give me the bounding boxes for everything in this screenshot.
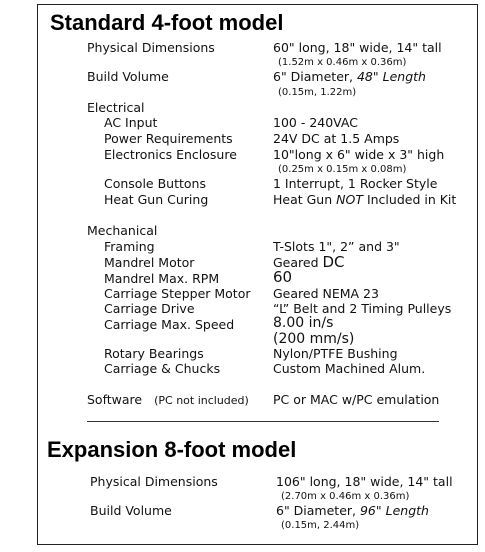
section-divider <box>87 421 439 422</box>
framing-label: Framing <box>104 239 155 254</box>
stepper-motor-value: Geared NEMA 23 <box>273 286 379 301</box>
software-value: PC or MAC w/PC emulation <box>273 392 440 407</box>
std-build-volume-value <box>273 69 426 84</box>
carriage-drive-value: “L” Belt and 2 Timing Pulleys <box>273 301 452 316</box>
mandrel-motor-dc: DC <box>322 253 345 271</box>
electronics-enclosure-metric: (0.25m x 0.15m x 0.08m) <box>278 164 407 175</box>
mandrel-motor-label: Mandrel Motor <box>104 255 195 270</box>
carriage-speed-label: Carriage Max. Speed <box>104 317 235 332</box>
mandrel-rpm-label: Mandrel Max. RPM <box>104 271 220 286</box>
standard-model-title: Standard 4-foot model <box>50 10 284 35</box>
mandrel-rpm-value: 60 <box>273 268 293 286</box>
carriage-speed-metric: (200 mm/s) <box>273 331 355 347</box>
electronics-enclosure-value: 10"long x 6" wide x 3" high <box>273 147 445 162</box>
exp-build-volume-label: Build Volume <box>90 503 172 518</box>
carriage-speed-value: 8.00 in/s <box>273 315 334 331</box>
std-physical-dimensions-metric: (1.52m x 0.46m x 0.36m) <box>278 57 407 68</box>
exp-build-volume-value <box>276 503 429 518</box>
carriage-chucks-value: Custom Machined Alum. <box>273 361 426 376</box>
std-build-volume-label: Build Volume <box>87 69 169 84</box>
ac-input-value: 100 - 240VAC <box>273 115 358 130</box>
electrical-heading: Electrical <box>87 100 145 115</box>
expansion-model-title: Expansion 8-foot model <box>47 437 297 462</box>
power-requirements-value: 24V DC at 1.5 Amps <box>273 131 400 146</box>
framing-value: T-Slots 1", 2” and 3" <box>273 239 400 254</box>
power-requirements-label: Power Requirements <box>104 131 233 146</box>
ac-input-label: AC Input <box>104 115 158 130</box>
heat-gun-post: Included in Kit <box>362 192 457 207</box>
rotary-bearings-label: Rotary Bearings <box>104 346 204 361</box>
carriage-drive-label: Carriage Drive <box>104 301 195 316</box>
exp-build-volume-metric: (0.15m, 2.44m) <box>281 520 360 531</box>
heat-gun-curing-value <box>273 192 456 207</box>
std-build-volume-length: 48" Length <box>356 69 426 84</box>
software-label <box>87 392 249 407</box>
carriage-chucks-label: Carriage & Chucks <box>104 361 221 376</box>
std-build-volume-diameter: 6" Diameter, <box>273 69 357 84</box>
exp-physical-dimensions-value: 106" long, 18" wide, 14" tall <box>276 474 453 489</box>
heat-gun-not: NOT <box>336 192 363 207</box>
software-note: (PC not included) <box>154 394 249 407</box>
rotary-bearings-value: Nylon/PTFE Bushing <box>273 346 398 361</box>
exp-physical-dimensions-label: Physical Dimensions <box>90 474 218 489</box>
console-buttons-label: Console Buttons <box>104 176 206 191</box>
electronics-enclosure-label: Electronics Enclosure <box>104 147 237 162</box>
std-build-volume-metric: (0.15m, 1.22m) <box>278 87 357 98</box>
heat-gun-curing-label: Heat Gun Curing <box>104 192 209 207</box>
std-physical-dimensions-value: 60" long, 18" wide, 14" tall <box>273 40 442 55</box>
exp-build-volume-length: 96" Length <box>359 503 429 518</box>
mechanical-heading: Mechanical <box>87 223 158 238</box>
software-label-text: Software <box>87 392 143 407</box>
exp-physical-dimensions-metric: (2.70m x 0.46m x 0.36m) <box>281 491 410 502</box>
mandrel-motor-geared: Geared <box>273 255 323 270</box>
stepper-motor-label: Carriage Stepper Motor <box>104 286 251 301</box>
std-physical-dimensions-label: Physical Dimensions <box>87 40 215 55</box>
console-buttons-value: 1 Interrupt, 1 Rocker Style <box>273 176 438 191</box>
heat-gun-pre: Heat Gun <box>273 192 337 207</box>
exp-build-volume-diameter: 6" Diameter, <box>276 503 360 518</box>
